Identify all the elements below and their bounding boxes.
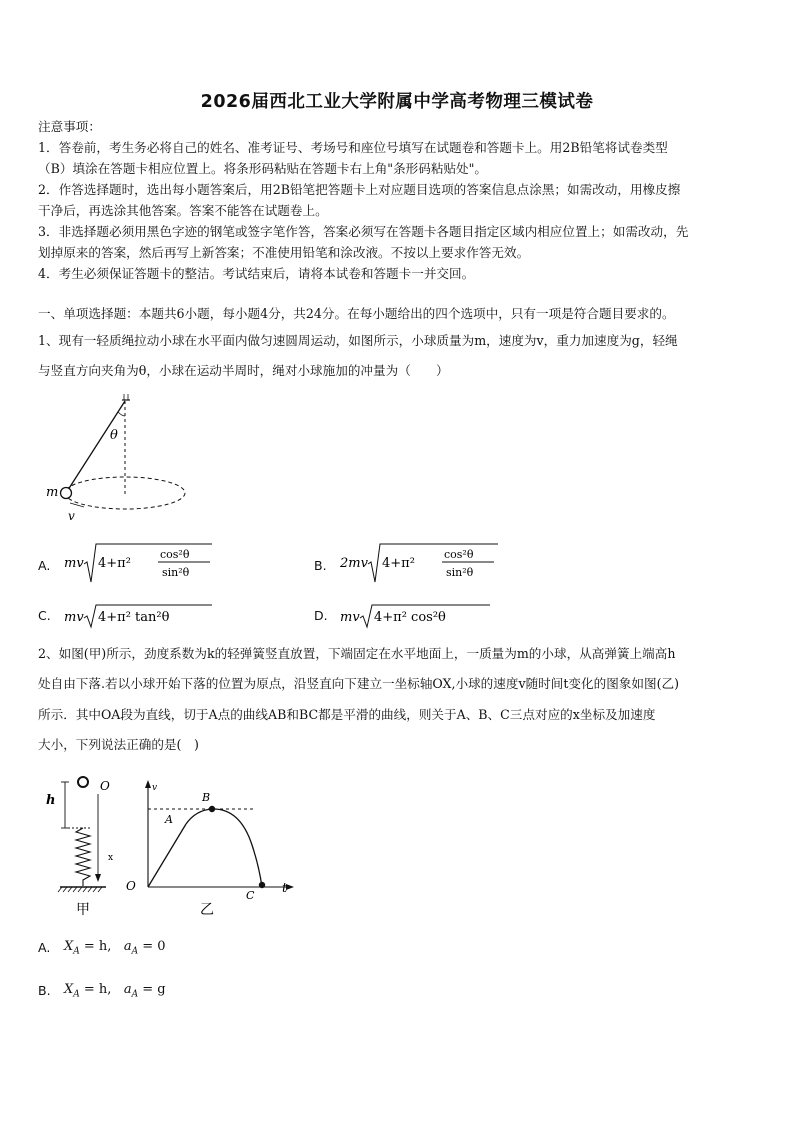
- svg-text:sin²θ: sin²θ: [446, 566, 474, 579]
- q1-option-b-formula: [338, 540, 508, 588]
- q2-x-label: x: [108, 853, 114, 863]
- svg-text:mv: mv: [64, 556, 84, 571]
- q2-stem-line-3: 所示．其中OA段为直线，切于A点的曲线AB和BC都是平滑的曲线，则关于A、B、C三点对应的x坐标及加速度: [38, 707, 656, 722]
- q2-c-label: C: [246, 889, 255, 902]
- notes-line-6: 划掉原来的答案，然后再写上新答案；不准使用铅笔和涂改液。不按以上要求作答无效。: [38, 245, 530, 260]
- svg-text:2mv: 2mv: [340, 556, 368, 571]
- option-label: A.: [38, 558, 51, 573]
- option-label: B.: [314, 558, 327, 573]
- option-formula: $X_A = h$, $a_A = g$: [64, 982, 166, 1000]
- q1-option-c-formula: [62, 602, 222, 630]
- notes-heading: 注意事项：: [38, 119, 101, 134]
- svg-text:4+π²: 4+π²: [382, 556, 415, 571]
- q2-o-label: O: [100, 779, 110, 793]
- section-heading: 一、单项选择题：本题共6小题，每小题4分，共24分。在每小题给出的四个选项中，只有一项是符合题目要求的。: [38, 306, 675, 321]
- q2-option-a[interactable]: [38, 939, 166, 957]
- q2-figure: [40, 770, 310, 920]
- q2-origin-label: O: [126, 879, 136, 893]
- svg-text:4+π² tan²θ: 4+π² tan²θ: [98, 610, 170, 625]
- svg-text:sin²θ: sin²θ: [162, 566, 190, 579]
- notes-line-4: 干净后，再选涂其他答案。答案不能答在试题卷上。: [38, 203, 328, 218]
- q1-stem-line-1: 1、现有一轻质绳拉动小球在水平面内做匀速圆周运动，如图所示，小球质量为m，速度为v，重力加速度为g，轻绳: [38, 333, 678, 348]
- notes-line-2: （B）填涂在答题卡相应位置上。将条形码粘贴在答题卡右上角"条形码粘贴处"。: [38, 161, 488, 176]
- ball-icon: [78, 777, 88, 787]
- q1-stem-line-2: 与竖直方向夹角为θ，小球在运动半周时，绳对小球施加的冲量为（ ）: [38, 363, 449, 378]
- ball-icon: [61, 488, 72, 499]
- option-label: B.: [38, 983, 51, 998]
- q1-option-d-formula: [338, 602, 498, 630]
- q1-mass-label: m: [46, 485, 59, 500]
- option-label: C.: [38, 608, 51, 623]
- q2-jia-label: 甲: [76, 902, 90, 918]
- q2-stem-line-4: 大小，下列说法正确的是( ): [38, 737, 199, 752]
- svg-text:4+π²: 4+π²: [98, 556, 131, 571]
- q2-option-b[interactable]: [38, 982, 166, 1000]
- notes-line-1: 1．答卷前，考生务必将自己的姓名、准考证号、考场号和座位号填写在试题卷和答题卡上。用2B铅笔将试卷类型: [38, 140, 668, 155]
- q2-stem-line-1: 2、如图(甲)所示，劲度系数为k的轻弹簧竖直放置，下端固定在水平地面上，一质量为m的小球，从高弹簧上端高h: [38, 646, 676, 661]
- page-title: 2026届西北工业大学附属中学高考物理三模试卷: [200, 92, 594, 112]
- q2-stem-line-2: 处自由下落.若以小球开始下落的位置为原点，沿竖直向下建立一坐标轴OX,小球的速度v随时间t变化的图象如图(乙): [38, 676, 679, 691]
- q2-figure-jia: [46, 777, 113, 918]
- option-label: D.: [314, 608, 328, 623]
- notes-line-5: 3．非选择题必须用黑色字迹的钢笔或签字笔作答，答案必须写在答题卡各题目指定区域内相应位置上；如需改动，先: [38, 224, 689, 239]
- q2-h-label: h: [46, 793, 56, 808]
- option-label: A.: [38, 940, 51, 955]
- svg-text:mv: mv: [340, 610, 360, 625]
- svg-text:cos²θ: cos²θ: [444, 548, 474, 561]
- q2-b-label: B: [202, 791, 211, 804]
- q2-t-label: t: [282, 881, 288, 896]
- q1-velocity-label: v: [68, 509, 75, 523]
- svg-text:cos²θ: cos²θ: [160, 548, 190, 561]
- q2-yi-label: 乙: [200, 902, 214, 918]
- q1-angle-label: θ: [110, 428, 118, 443]
- option-formula: $X_A = h$, $a_A = 0$: [64, 939, 166, 957]
- q2-figure-yi: [126, 780, 294, 918]
- q2-v-label: v: [152, 783, 158, 793]
- notes-line-7: 4．考生必须保证答题卡的整洁。考试结束后，请将本试卷和答题卡一并交回。: [38, 266, 475, 281]
- q1-option-a-formula: [62, 540, 222, 588]
- q2-a-label: A: [165, 813, 173, 826]
- svg-text:4+π² cos²θ: 4+π² cos²θ: [374, 610, 446, 625]
- svg-text:mv: mv: [64, 610, 84, 625]
- notes-line-3: 2．作答选择题时，选出每小题答案后，用2B铅笔把答题卡上对应题目选项的答案信息点涂黑；如需改动，用橡皮擦: [38, 182, 681, 197]
- q1-conical-pendulum-figure: [40, 392, 200, 527]
